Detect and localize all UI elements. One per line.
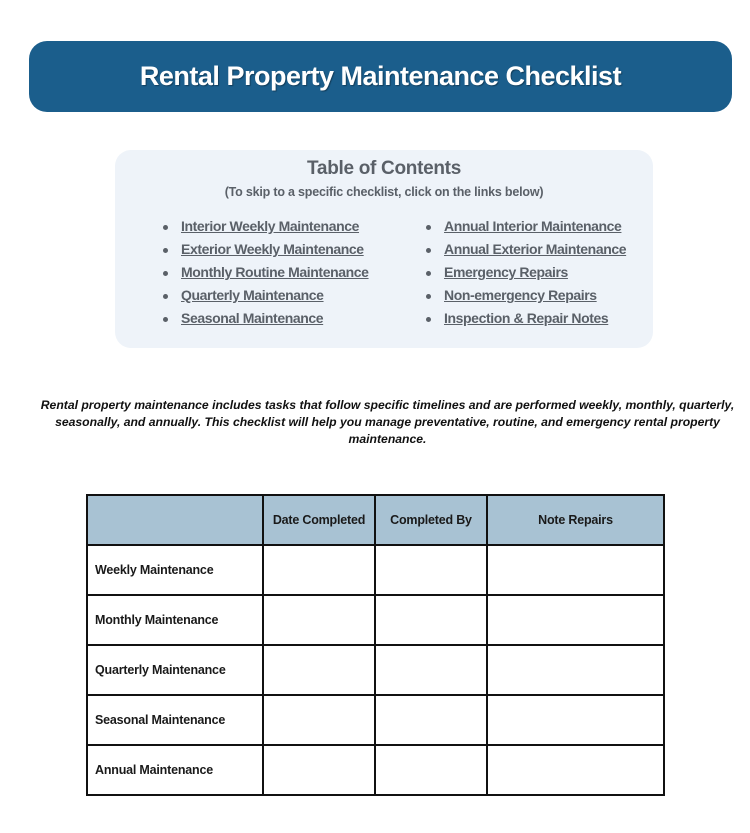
table-of-contents [115,150,653,348]
date-completed-cell[interactable] [263,645,375,695]
toc-link-exterior-weekly[interactable]: Exterior Weekly Maintenance [181,241,364,257]
bullet-icon [163,294,168,299]
table-header-row [87,495,664,545]
row-label-weekly: Weekly Maintenance [87,545,263,595]
header-date-completed: Date Completed [263,495,375,545]
toc-link-non-emergency-repairs[interactable]: Non-emergency Repairs [444,287,597,303]
toc-title: Table of Contents [307,158,461,179]
toc-link-interior-weekly[interactable]: Interior Weekly Maintenance [181,218,360,234]
row-label-quarterly: Quarterly Maintenance [87,645,263,695]
date-completed-cell[interactable] [263,595,375,645]
row-label-monthly: Monthly Maintenance [87,595,263,645]
intro-paragraph: Rental property maintenance includes tasks that follow specific timelines and are performed weekly, monthly, quarterly, seasonally, and annually. This checklist will help you manage preventative, routine, and emergency rental property maintenance. [40,398,735,447]
date-completed-cell[interactable] [263,695,375,745]
toc-link-inspection-notes[interactable]: Inspection & Repair Notes [444,310,609,326]
bullet-icon [163,271,168,276]
table-row [87,745,664,795]
toc-item [163,241,369,264]
toc-item [163,218,369,241]
row-label-annual: Annual Maintenance [87,745,263,795]
toc-list-left [163,218,369,333]
toc-link-quarterly[interactable]: Quarterly Maintenance [181,287,324,303]
toc-link-annual-interior[interactable]: Annual Interior Maintenance [444,218,622,234]
toc-link-seasonal[interactable]: Seasonal Maintenance [181,310,324,326]
completed-by-cell[interactable] [375,545,487,595]
table-row [87,645,664,695]
bullet-icon [163,225,168,230]
bullet-icon [426,271,431,276]
toc-link-emergency-repairs[interactable]: Emergency Repairs [444,264,568,280]
completed-by-cell[interactable] [375,595,487,645]
header-completed-by: Completed By [375,495,487,545]
toc-item [426,264,626,287]
completed-by-cell[interactable] [375,695,487,745]
toc-list-right [426,218,626,333]
bullet-icon [426,294,431,299]
table-row [87,545,664,595]
page-title: Rental Property Maintenance Checklist [139,61,622,91]
completed-by-cell[interactable] [375,745,487,795]
completed-by-cell[interactable] [375,645,487,695]
note-repairs-cell[interactable] [487,745,664,795]
toc-subtitle: (To skip to a specific checklist, click on the links below) [224,185,544,199]
title-banner [29,41,732,112]
toc-item [163,310,369,333]
date-completed-cell[interactable] [263,745,375,795]
note-repairs-cell[interactable] [487,595,664,645]
toc-item [163,264,369,287]
bullet-icon [163,317,168,322]
bullet-icon [426,225,431,230]
table-row [87,695,664,745]
table-row [87,595,664,645]
toc-link-monthly-routine[interactable]: Monthly Routine Maintenance [181,264,369,280]
toc-item [426,310,626,333]
note-repairs-cell[interactable] [487,545,664,595]
bullet-icon [426,317,431,322]
row-label-seasonal: Seasonal Maintenance [87,695,263,745]
bullet-icon [426,248,431,253]
toc-item [163,287,369,310]
header-blank [87,495,263,545]
toc-item [426,287,626,310]
date-completed-cell[interactable] [263,545,375,595]
toc-link-annual-exterior[interactable]: Annual Exterior Maintenance [444,241,627,257]
note-repairs-cell[interactable] [487,695,664,745]
toc-item [426,241,626,264]
note-repairs-cell[interactable] [487,645,664,695]
toc-item [426,218,626,241]
bullet-icon [163,248,168,253]
maintenance-table [86,494,665,796]
header-note-repairs: Note Repairs [487,495,664,545]
